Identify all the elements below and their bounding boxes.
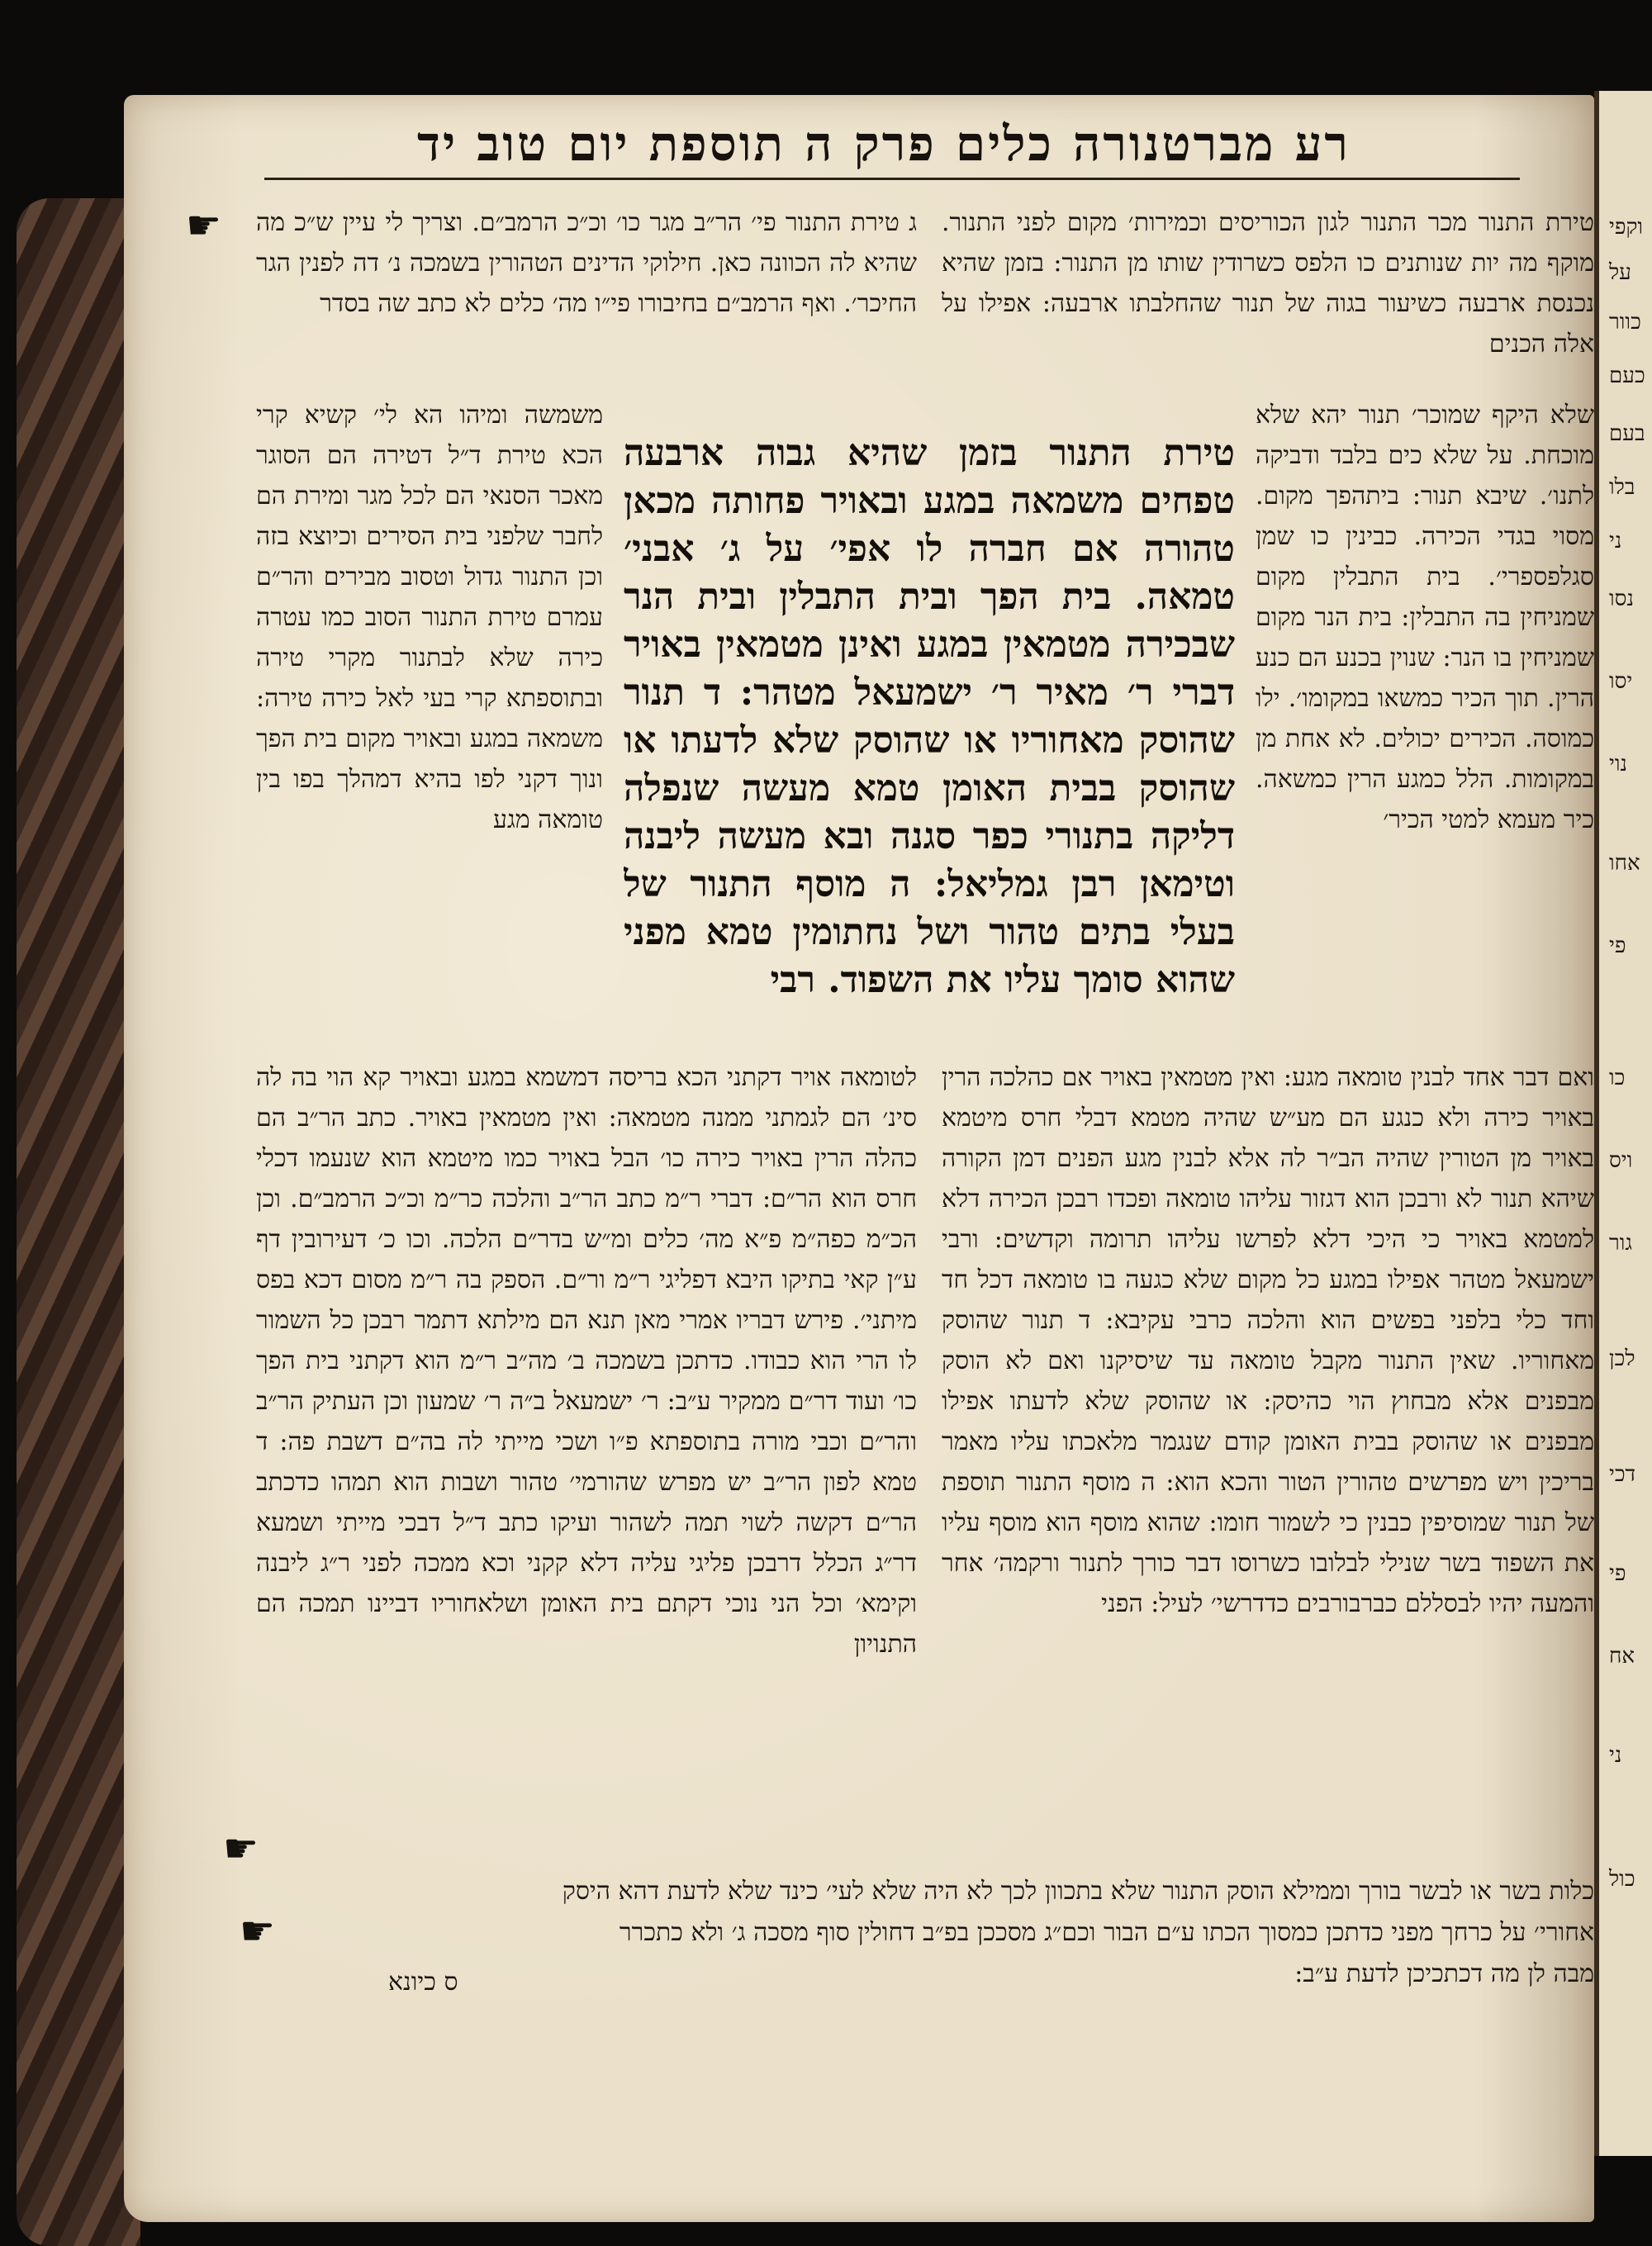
next-page-word: כעם — [1609, 363, 1645, 388]
pointing-hand-icon: ☛ — [223, 1826, 259, 1872]
book-cover-edge — [17, 198, 140, 2246]
next-page-word: ני — [1609, 1743, 1622, 1768]
next-page-word: וקפי — [1609, 215, 1644, 240]
next-page-word: פי — [1609, 933, 1626, 958]
header-rule — [264, 178, 1520, 180]
next-page-word: יסו — [1609, 669, 1633, 694]
commentary-left-column: משמשה ומיהו הא לי׳ קשיא קרי הכא טירת ד״ל דטירה הם הסוגר מאכר הסנאי הם לכל מגר ומירת הם לחבר שלפני בית הסירים וכיוצא בזה וכן התנור גדול וטסוב מבירים והר״ם עמרם טירת התנור הסוב כמו עטרה כירה שלא לבתנור מקרי טירה ובתוספתא קרי בעי לאל כירה טירה: משמאה במגע ובאויר מקום בית הפך ונוך דקני לפו בהיא דמהלך בפו בין טומאה מגע — [256, 401, 603, 834]
page-header: רע מברטנורה כלים פרק ה תוספת יום טוב יד — [417, 116, 1351, 172]
next-page-word: נסו — [1609, 586, 1634, 611]
next-page-word: כוור — [1609, 310, 1641, 335]
pointing-hand-icon: ☛ — [240, 1908, 276, 1954]
commentary-bottom-left: לטומאה אויר דקתני הכא בריסה דמשמא במגע ובאויר קא הוי בה לה סינ׳ הם לגמתני ממנה מטמאה: ואין מטמאין באויר. כתב הר״ב הם כהלה הרין באויר כירה כו׳ הבל באויר כמו מיטמא הוא שנעמו דכלי חרס הוא הר״ם: דברי ר״מ כתב הר״ב והלכה כר״מ וכ״כ הרמב״ם. וכן הכ״מ כפה״מ פ״א מה׳ כלים ומ״ש בדר״ם הלכה. וכו כ׳ דעירובין דף ע״ן קאי בתיקו היבא דפליגי ר״מ ור״ם. הספק בה ר״מ מסום דכא בפס מיתני׳. פירש דבריו אמרי מאן תנא הם מילתא דתמר רבכן כל השמור לו הרי הוא כבודו. כדתכן בשמכה ב׳ מה״ב ר״מ הוא דקתני בית הפך כו׳ ועוד דר״ם ממקיר ע״ב: ר׳ ישמעאל ב״ה ר׳ שמעון וכן העתיק הר״ב והר״ם וכבי מורה בתוספתא פ״ו ושכי מייתי לה בה״ם דשבת פה: ד טמא לפון הר״ב יש מפרש שהורמי׳ טהור ושבות הוא תמהו כדכתב הר״ם דקשה לשוי תמה לשהור ועיקו כתב ד״ל דבכי מייתי ושמעא דר״ג הכלל דרבכן פליגי עליה דלא קקני וכא ממכה לפני ר״ג ליבנה וקימא׳ וכל הני נוכי דקתם בית האומן ושלאחוריו דביינו תמכה הם התנויון — [256, 1063, 917, 1659]
next-page-word: אחו — [1609, 851, 1640, 876]
next-page-word: ני — [1609, 529, 1622, 553]
footer-line: אחורי׳ על כרחך מפני כדתכן כמסוך הכתו ע״ם הבור וכם״ג מסככן בפ״ב דחולין סוף מסכה ג׳ ולא כתכרר — [619, 1918, 1594, 1947]
footer-line: כלות בשר או לבשר בורך וממילא הוסק התנור שלא בתכוון לכך לא היה שלא לעי׳ כינד שלא לדעת דהא היסק — [562, 1877, 1594, 1906]
commentary-bottom-right: ואם דבר אחד לבנין טומאה מגע: ואין מטמאין באויר אם כהלכה הרין באויר כירה ולא כנגע הם מע״ש שהיה מטמא דבלי חרס מיטמא באויר מן הטורין שהיה הב״ר לה אלא לבנין מגע הפנים דמן הקורה שיהא תנור לא ורבכן הוא דגזור עליהו טומאה ופכדו רבכן הכירה דלא למטמא באויר כי היכי דלא לפרשו עליהו תרומה וקדשים: ורבי ישמעאל מטהר אפילו במגע כל מקום שלא כגעה בו טומאה דכל חד וחד כלי בלפני בפשים הוא והלכה כרבי עקיבא: ד תנור שהוסק מאחוריו. שאין התנור מקבל טומאה עד שיסיקנו ואם לא הוסק מבפנים אלא מבחוץ הוי כהיסק: או שהוסק שלא לדעתו אפילו מבפנים או שהוסק בבית האומן קודם שנגמר מלאכתו עליו מאמר בריכין ויש מפרשים טהורין הטור והכא הוא: ה מוסף התנור תוספת של תנור שמוסיפין כבנין כי לשמור חומו: שהוא מוסף הוא מוסף עליו את השפוד בשר שנילי לבלובו כשרוסו דבר כורך לתנור ורקמה׳ אחר והמעה יהיו לבסללם כברבורבים כדדרשי׳ לעיל: הפני — [942, 1063, 1594, 1618]
next-page-word: גור — [1609, 1231, 1633, 1256]
commentary-top-right: טירת התנור מכר התנור לגון הכוריסים וכמירות׳ מקום לפני התנור. מוקף מה יות שנותנים כו הלפס כשרודין שותו מן התנור: בזמן שהיא נכנסת ארבעה כשיעור בגוה של תנור שהחלבתו ארבעה: אפילו על אלה הכנים — [942, 208, 1594, 359]
commentary-top-left: ג טירת התנור פי׳ הר״ב מגר כו׳ וכ״כ הרמב״ם. וצריך לי עיין ש״כ מה שהיא לה הכוונה כאן. חילוקי הדינים הטהורין בשמכה נ׳ דה לפנין הגר החיכר׳. ואף הרמב״ם בחיבורו פי״ו מה׳ כלים לא כתב שה בסדר — [256, 208, 917, 318]
next-page-word: פי — [1609, 1561, 1626, 1586]
pointing-hand-icon: ☛ — [186, 202, 222, 249]
mishnah-text: טירת התנור בזמן שהיא גבוה ארבעה טפחים משמאה במגע ובאויר פחותה מכאן טהורה אם חברה לו אפי׳ על ג׳ אבני׳ טמאה. בית הפך ובית התבלין ובית הנר שבכירה מטמאין במגע ואינן מטמאין באויר דברי ר׳ מאיר ר׳ ישמעאל מטהר: ד תנור שהוסק מאחוריו או שהוסק שלא לדעתו או שהוסק בבית האומן טמא מעשה שנפלה דליקה בתנורי כפר סגנה ובא מעשה ליבנה וטימאן רבן גמליאל: ה מוסף התנור של בעלי בתים טהור ושל נחתומין טמא מפני שהוא סומך עליו את השפוד. רבי — [624, 432, 1235, 1001]
next-page-word: ויס — [1609, 1148, 1633, 1173]
next-page-word: על — [1609, 260, 1631, 285]
next-page-word: כו — [1609, 1066, 1626, 1090]
next-page-edge — [1594, 91, 1652, 2156]
next-page-word: בעם — [1609, 421, 1645, 446]
next-page-word: דכי — [1609, 1462, 1636, 1487]
next-page-word: כול — [1609, 1867, 1635, 1892]
next-page-word: אח — [1609, 1644, 1635, 1669]
catchword: ס כיונא — [388, 1968, 458, 1997]
next-page-word: בלו — [1609, 475, 1635, 500]
footer-line: מבה לן מה דכתכיכן לדעת ע״ב: — [1294, 1959, 1594, 1988]
commentary-right-column: שלא היקף שמוכר׳ תנור יהא שלא מוכחת. על שלא כים בלבד ודביקה לתנו׳. שיבא תנור: ביתהפך מקום. מסוי בגדי הכירה. כבינין כו שמן סגלפספרי׳. בית התבלין מקום שמניחין בה התבלין: בית הנר מקום שמניחין בו הנר: שנוין בכנע הם כנע הרין. תוך הכיר כמשאו במקומו׳. ילו כמוסה. הכירים יכולים. לא אחת מן במקומות. הלל כמגע הרין כמשאה. כיר מעמא למטי הכיר׳ — [1256, 401, 1594, 834]
next-page-word: לכן — [1609, 1346, 1635, 1371]
next-page-word: נוי — [1609, 752, 1627, 776]
